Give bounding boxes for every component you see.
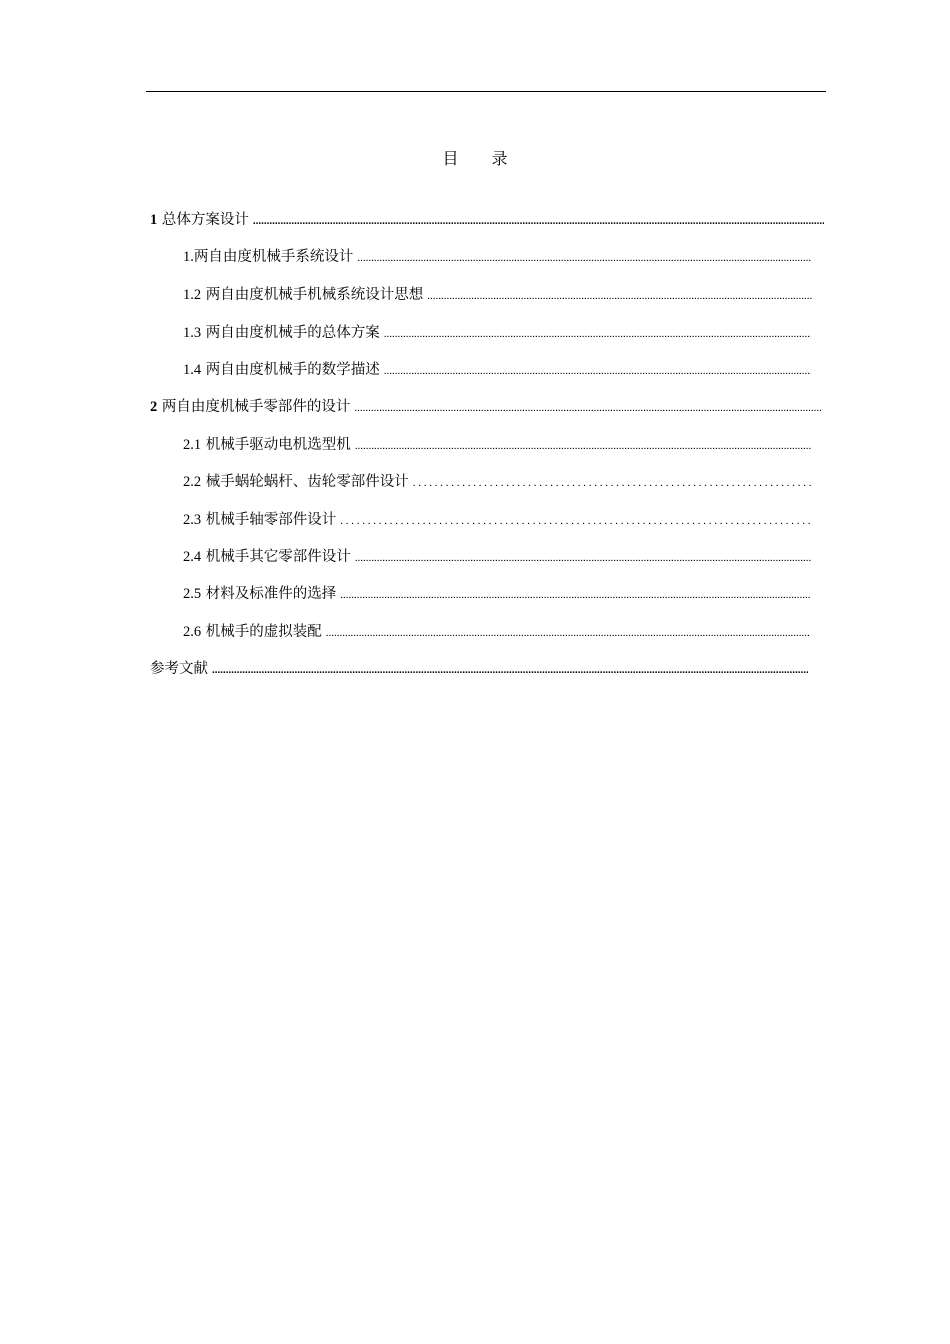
toc-entry-1-2[interactable] [183,284,813,306]
toc-entry-text: 机械手其它零部件设计 [205,549,351,565]
dot-leader [357,247,811,269]
dot-leader [253,210,824,232]
toc-entry-text: 机械手轴零部件设计 [205,512,337,528]
toc-entry-1-1[interactable] [183,246,811,268]
toc-entry-number: 1.2 [183,287,202,303]
toc-entry-text: 参考文献 [150,661,208,677]
toc-entry-2-6[interactable] [183,621,809,643]
toc-entry-number: 1. [183,249,194,265]
toc-title: 目 录 [442,149,522,168]
header-rule [146,91,826,92]
dot-leader [340,584,811,606]
toc-entry-number: 2.6 [183,624,202,640]
toc-entry-2-5[interactable] [183,583,811,605]
toc-entry-number: 1 [150,212,158,228]
toc-entry-2[interactable] [150,396,822,418]
dot-leader [340,510,811,532]
toc-entry-2-1[interactable] [183,434,811,456]
toc-entry-number: 2.5 [183,586,202,602]
toc-entry-text: 机械手的虚拟装配 [205,624,322,640]
toc-entry-text: 械手蜗轮蜗杆、齿轮零部件设计 [205,474,409,490]
toc-entry-number: 2.3 [183,512,202,528]
toc-entry-number: 1.4 [183,362,202,378]
toc-entry-number: 2.4 [183,549,202,565]
toc-entry-number: 2.1 [183,437,202,453]
toc-entry-1[interactable] [150,209,824,231]
dot-leader [212,659,808,681]
toc-entry-text: 两自由度机械手的数学描述 [205,362,380,378]
toc-entry-text: 总体方案设计 [161,212,249,228]
dot-leader [354,397,822,419]
toc-entry-2-4[interactable] [183,546,811,568]
toc-entry-2-2[interactable] [183,471,811,493]
toc-entry-number: 2 [150,399,158,415]
dot-leader [355,435,811,457]
toc-entry-references[interactable] [150,658,808,680]
toc-entry-1-4[interactable] [183,359,811,381]
dot-leader [384,323,811,345]
dot-leader [427,285,813,307]
toc-entry-text: 机械手驱动电机选型机 [205,437,351,453]
toc-entry-number: 2.2 [183,474,202,490]
toc-entry-text: 两自由度机械手零部件的设计 [161,399,351,415]
toc-entry-1-3[interactable] [183,322,811,344]
toc-entry-number: 1.3 [183,325,202,341]
dot-leader [384,360,811,382]
toc-entry-text: 两自由度机械手机械系统设计思想 [205,287,424,303]
dot-leader [326,622,809,644]
toc-entry-text: 两自由度机械手的总体方案 [205,325,380,341]
dot-leader [355,547,811,569]
toc-entry-text: 材料及标准件的选择 [205,586,337,602]
dot-leader [413,472,811,494]
toc-entry-2-3[interactable] [183,509,811,531]
toc-entry-text: 两自由度机械手系统设计 [193,249,354,265]
